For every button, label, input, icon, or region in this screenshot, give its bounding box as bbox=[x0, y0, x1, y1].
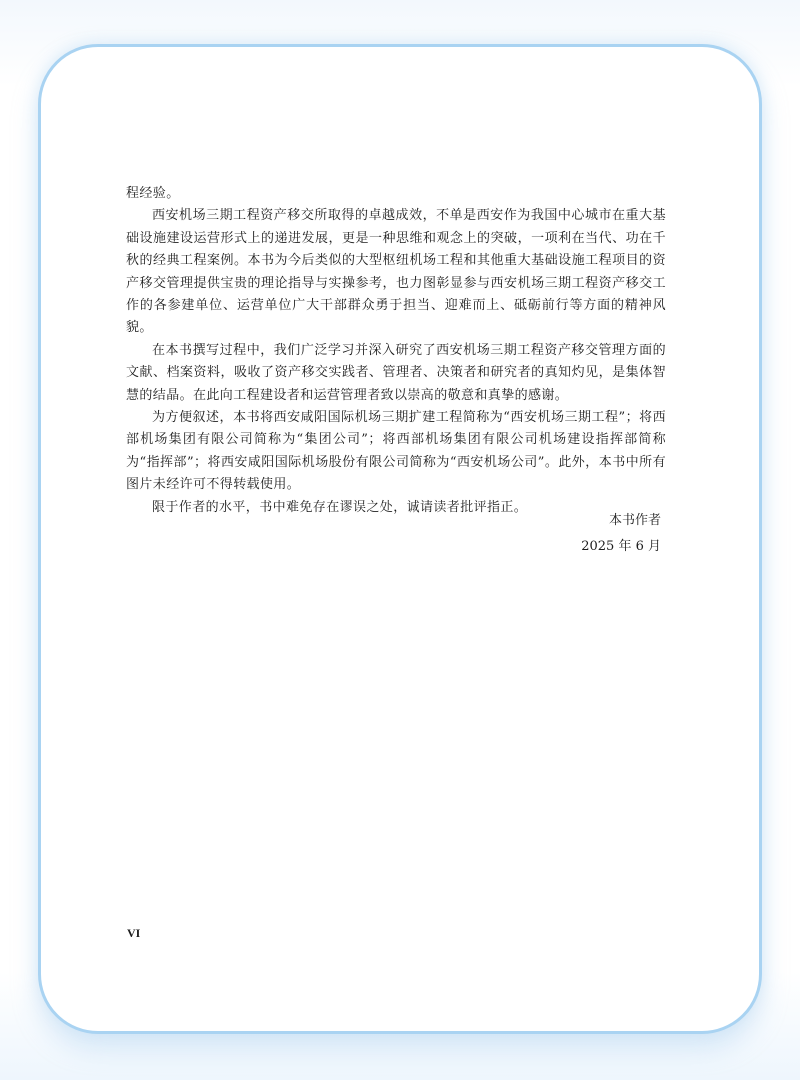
paragraph-abbreviations: 为方便叙述，本书将西安咸阳国际机场三期扩建工程简称为“西安机场三期工程”；将西部机场集团有限公司简称为“集团公司”；将西部机场集团有限公司机场建设指挥部简称为“指挥部”；将西安咸阳国际机场股份有限公司简称为“西安机场公司”。此外，本书中所有图片未经许可不得转载使用。 bbox=[126, 410, 666, 493]
signature-block bbox=[581, 508, 661, 560]
document-body bbox=[126, 183, 666, 519]
signature-author: 本书作者 bbox=[608, 513, 661, 528]
page-number: VI bbox=[127, 926, 141, 940]
paragraph-achievements: 西安机场三期工程资产移交所取得的卓越成效，不单是西安作为我国中心城市在重大基础设施建设运营形式上的递进发展，更是一种思维和观念上的突破，一项利在当代、功在千秋的经典工程案例。本书为今后类似的大型枢纽机场工程和其他重大基础设施工程项目的资产移交管理提供宝贵的理论指导与实操参考，也力图彰显参与西安机场三期工程资产移交工作的各参建单位、运营单位广大干部群众勇于担当、迎难而上、砥砺前行等方面的精神风貌。 bbox=[126, 208, 666, 336]
paragraph-disclaimer: 限于作者的水平，书中难免存在谬误之处，诚请读者批评指正。 bbox=[152, 499, 528, 515]
signature-date: 2025 年 6 月 bbox=[581, 539, 661, 554]
paragraph-acknowledgements: 在本书撰写过程中，我们广泛学习并深入研究了西安机场三期工程资产移交管理方面的文献、档案资料，吸收了资产移交实践者、管理者、决策者和研究者的真知灼见，是集体智慧的结晶。在此向工程建设者和运营管理者致以崇高的敬意和真挚的感谢。 bbox=[126, 342, 666, 403]
paragraph-continuation: 程经验。 bbox=[126, 186, 180, 201]
